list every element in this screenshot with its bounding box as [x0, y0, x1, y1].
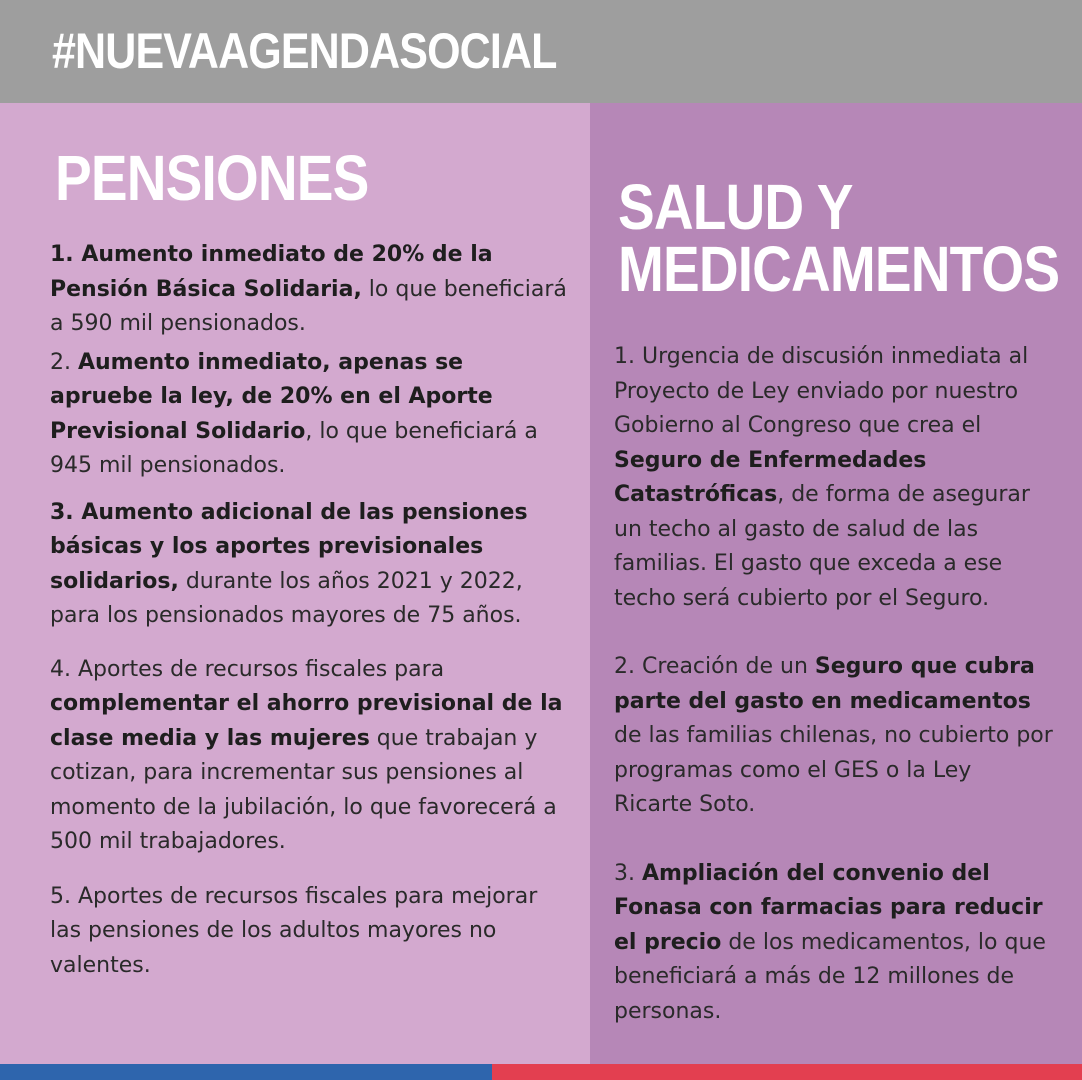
- item-text-bold: Ampliación del convenio del Fonasa con farmacias para reducir el precio: [614, 860, 1043, 955]
- item-text: 5. Aportes de recursos fiscales para mejorar las pensiones de los adultos mayores no valentes.: [50, 883, 538, 978]
- salud-item: [614, 340, 1054, 616]
- item-text-bold: 1. Aumento inmediato de 20% de la Pensión Básica Solidaria,: [50, 242, 493, 302]
- item-text-bold: Seguro que cubra parte del gasto en medicamentos: [614, 654, 1035, 714]
- salud-title: [618, 171, 1060, 305]
- item-text: 2.: [50, 349, 78, 375]
- salud-list: [614, 340, 1054, 1029]
- header-bar: [0, 0, 1082, 103]
- pensiones-list: [50, 238, 570, 983]
- flag-blue-stripe: [0, 1064, 492, 1080]
- pensiones-title: PENSIONES: [55, 142, 369, 214]
- item-text-bold: 3. Aumento adicional de las pensiones básicas y los aportes previsionales solidarios,: [50, 499, 528, 594]
- salud-title-line2: MEDICAMENTOS: [618, 233, 1060, 305]
- pensiones-item: [50, 346, 570, 484]
- pensiones-item: [50, 880, 570, 984]
- item-text: de los medicamentos, lo que beneficiará a más de 12 millones de personas.: [614, 929, 1046, 1024]
- pensiones-item: [50, 496, 570, 634]
- item-text: , lo que beneficiará a 945 mil pensionados.: [50, 418, 538, 478]
- pensiones-item: [50, 653, 570, 860]
- flag-red-stripe: [492, 1064, 1082, 1080]
- item-text-bold: Seguro de Enfermedades Catastróficas: [614, 447, 927, 507]
- item-text: 4. Aportes de recursos fiscales para: [50, 656, 445, 682]
- item-text: 2. Creación de un: [614, 654, 815, 679]
- pensiones-item: [50, 238, 570, 342]
- item-text: durante los años 2021 y 2022, para los pensionados mayores de 75 años.: [50, 568, 523, 628]
- salud-item: [614, 650, 1054, 823]
- item-text: de las familias chilenas, no cubierto por programas como el GES o la Ley Ricarte Soto.: [614, 723, 1053, 817]
- item-text: que trabajan y cotizan, para incrementar sus pensiones al momento de la jubilación, lo que favorecerá a 500 mil trabajadores.: [50, 725, 557, 854]
- item-text: 3.: [614, 860, 642, 886]
- item-text: 1. Urgencia de discusión inmediata al Proyecto de Ley enviado por nuestro Gobierno al Congreso que crea el: [614, 344, 1029, 438]
- item-text: lo que beneficiará a 590 mil pensionados.: [50, 276, 567, 336]
- item-text-bold: complementar el ahorro previsional de la clase media y las mujeres: [50, 691, 563, 751]
- item-text-bold: Aumento inmediato, apenas se apruebe la ley, de 20% en el Aporte Previsional Solidario: [50, 349, 493, 444]
- salud-item: [614, 857, 1054, 1030]
- salud-title-line1: SALUD Y: [618, 171, 853, 243]
- hashtag-title: #NUEVAAGENDASOCIAL: [52, 23, 557, 79]
- item-text: , de forma de asegurar un techo al gasto de salud de las familias. El gasto que exceda a ese techo será cubierto por el Seguro.: [614, 482, 1030, 611]
